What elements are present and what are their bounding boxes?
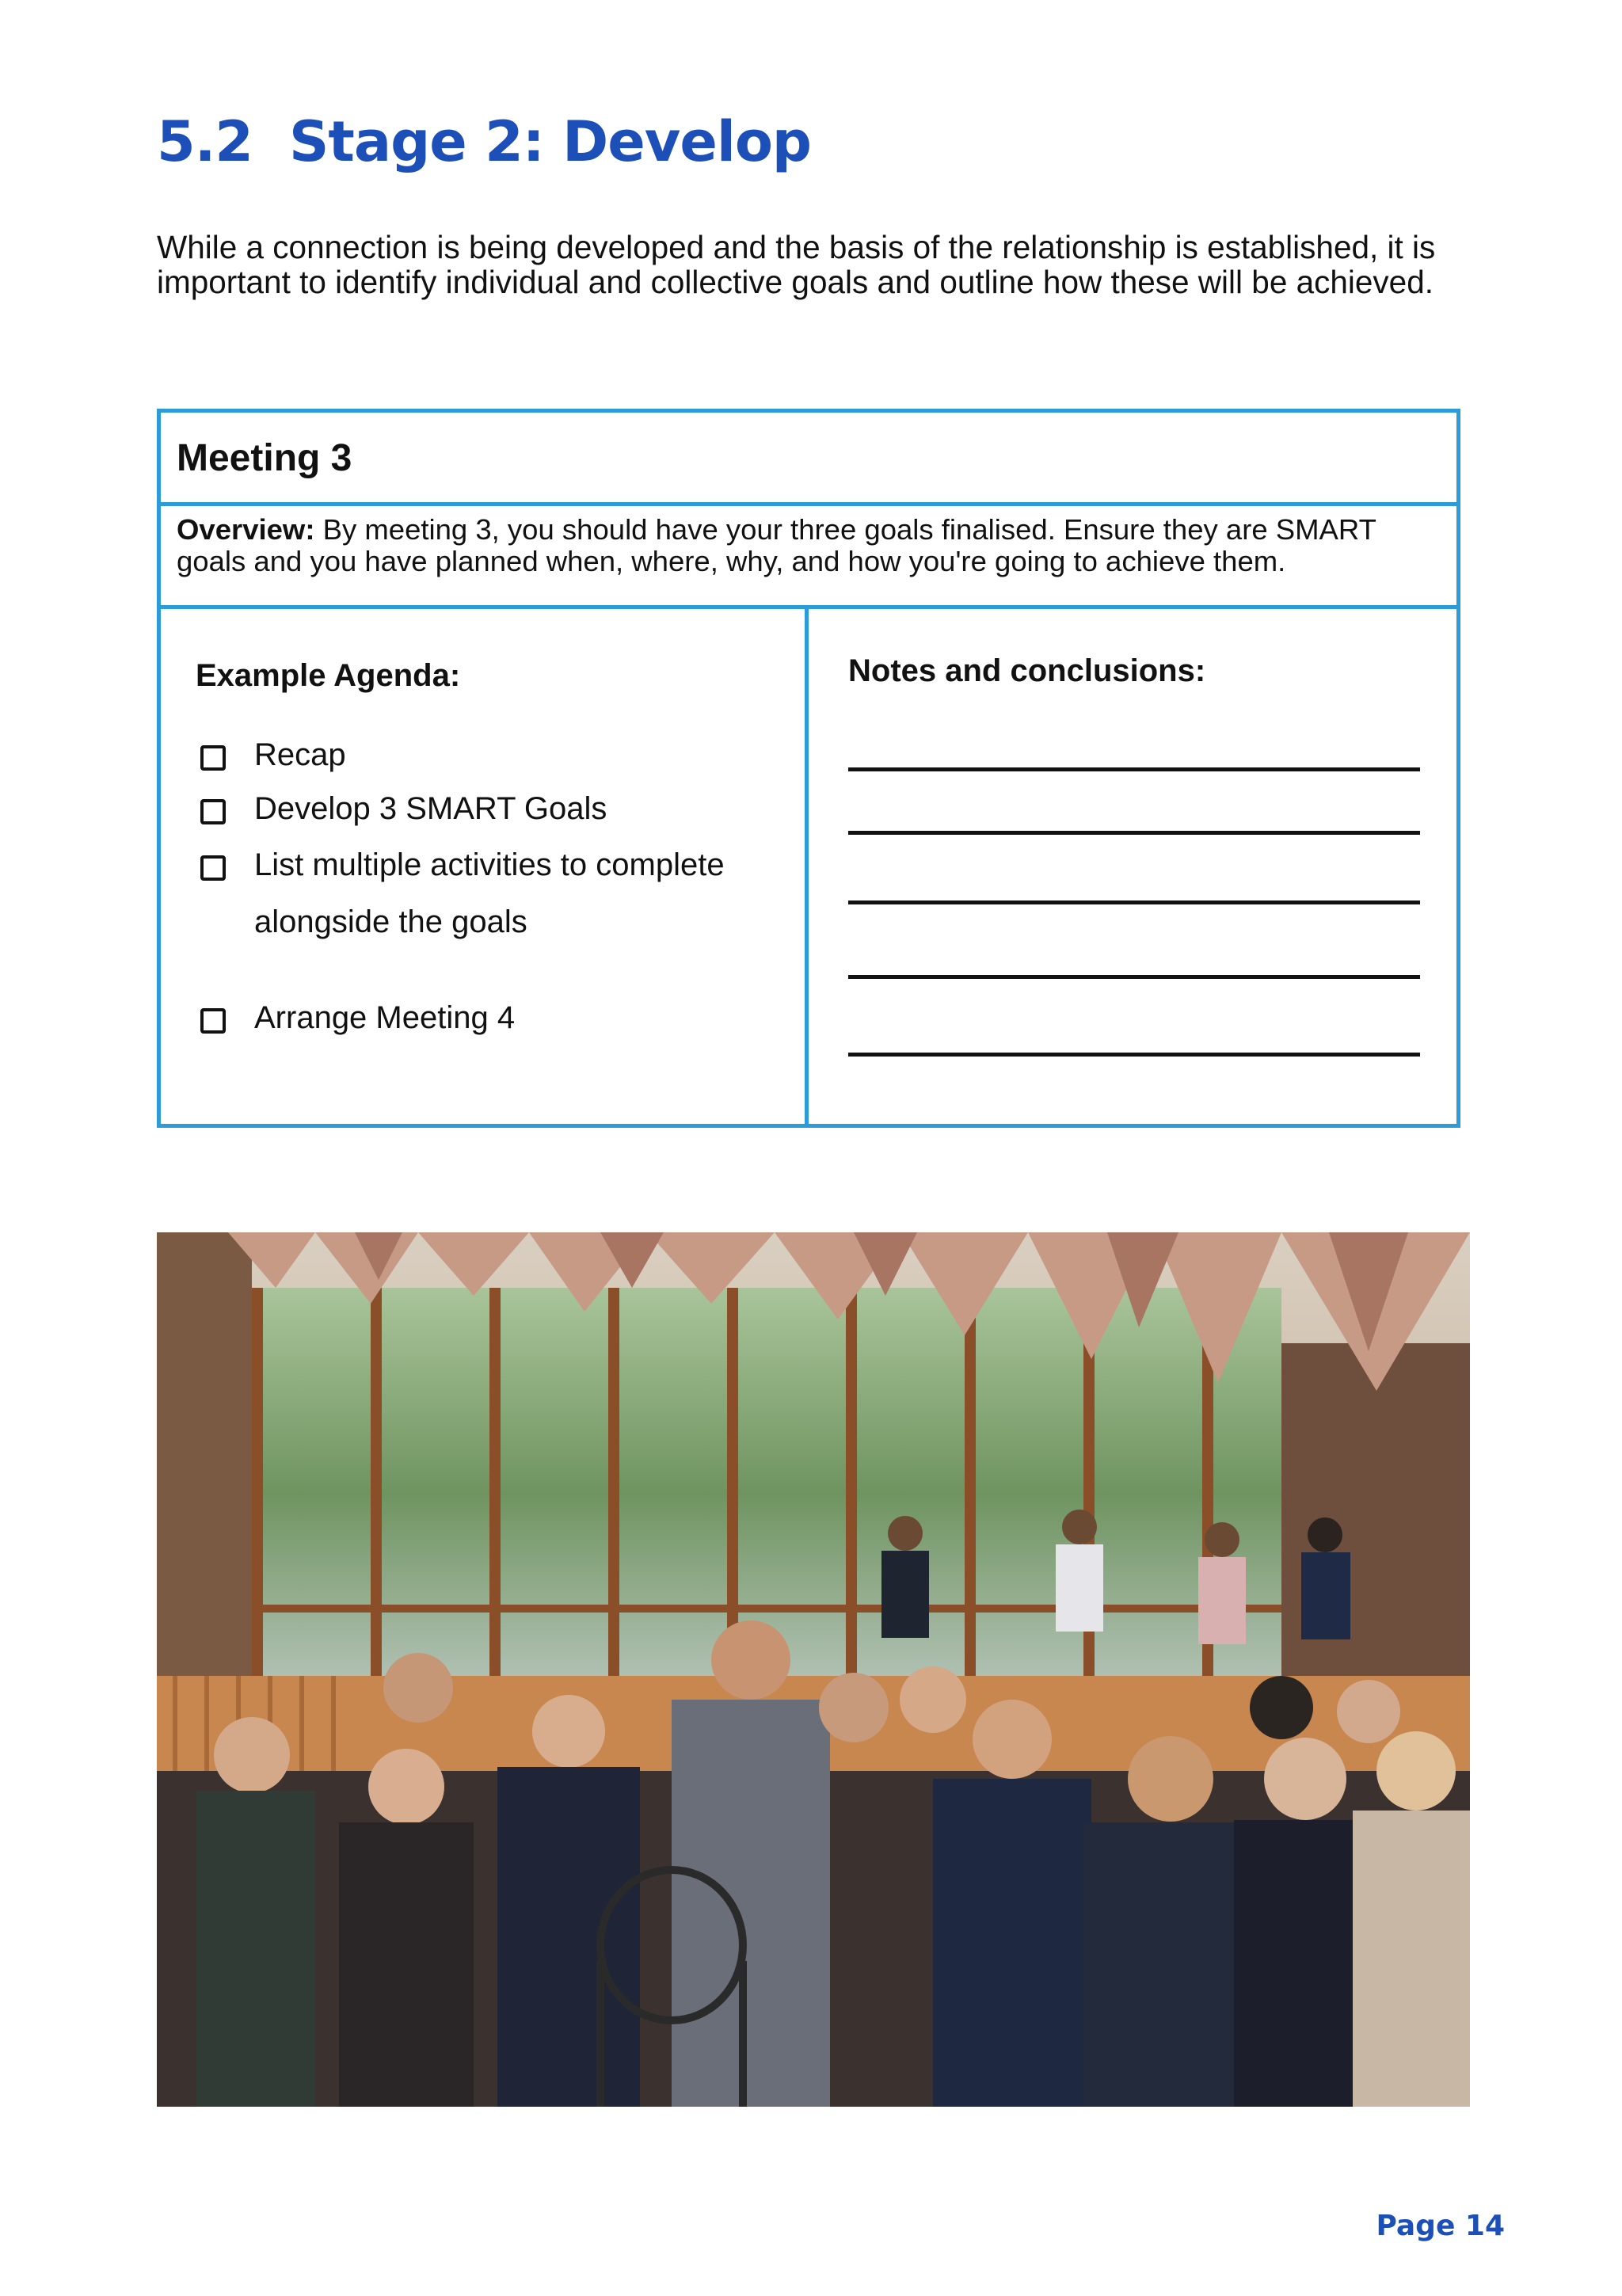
checkbox[interactable] — [200, 855, 226, 881]
agenda-item-label: Recap — [254, 737, 346, 772]
section-heading — [157, 109, 811, 174]
section-number: 5.2 — [157, 109, 253, 174]
notes-line[interactable] — [848, 901, 1420, 904]
overview-body: By meeting 3, you should have your three goals finalised. Ensure they are SMART goals and you have planned when, where, why, and how you're going to achieve them. — [177, 513, 1376, 577]
overview-text — [177, 514, 1444, 577]
column-divider — [805, 609, 809, 1124]
meeting-card — [157, 409, 1460, 1128]
intro-paragraph: While a connection is being developed and the basis of the relationship is established, it is important to identify individual and collective goals and outline how these will be achieved. — [157, 229, 1436, 300]
notes-title: Notes and conclusions: — [848, 653, 1206, 688]
page-number: Page 14 — [1376, 2210, 1505, 2242]
notes-line[interactable] — [848, 1053, 1420, 1057]
notes-line[interactable] — [848, 767, 1420, 771]
divider — [161, 605, 1456, 609]
overview-label: Overview: — [177, 513, 315, 546]
agenda-item-label: Develop 3 SMART Goals — [254, 791, 607, 826]
checkbox[interactable] — [200, 745, 226, 771]
event-photo — [157, 1232, 1470, 2107]
notes-line[interactable] — [848, 831, 1420, 835]
agenda-item-label: List multiple activities to complete alongside the goals — [254, 847, 725, 939]
checkbox[interactable] — [200, 799, 226, 824]
notes-line[interactable] — [848, 975, 1420, 979]
section-title: Stage 2: Develop — [289, 109, 812, 174]
agenda-title: Example Agenda: — [196, 658, 461, 693]
event-photo-illustration — [157, 1232, 1470, 2107]
meeting-title: Meeting 3 — [177, 437, 352, 479]
divider — [161, 502, 1456, 506]
checkbox[interactable] — [200, 1008, 226, 1034]
agenda-item-label: Arrange Meeting 4 — [254, 1000, 516, 1035]
